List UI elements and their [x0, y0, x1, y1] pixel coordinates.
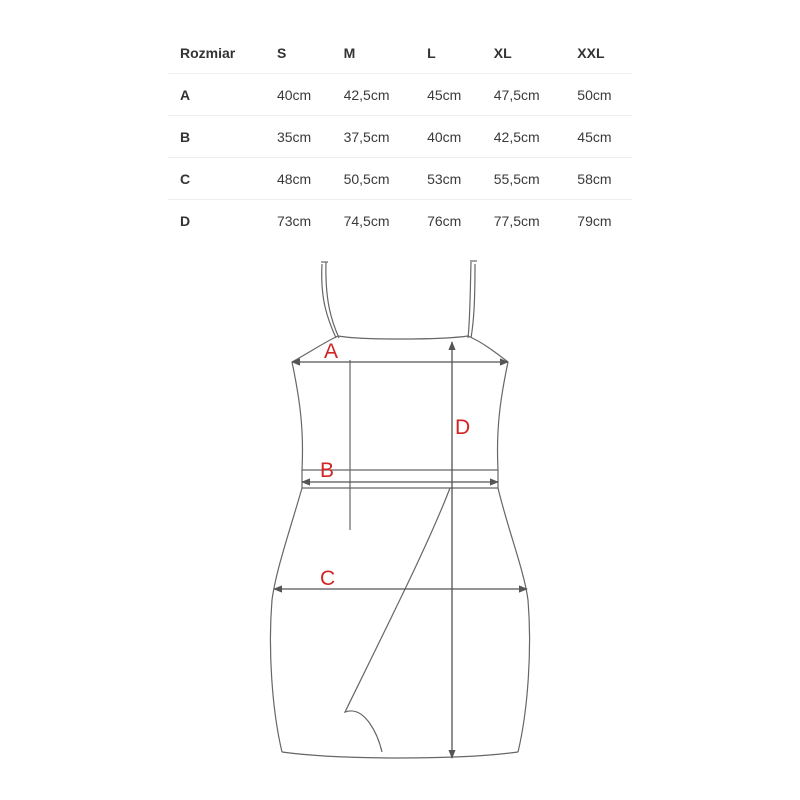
table-row: [168, 158, 632, 200]
size-chart-table: [168, 32, 632, 241]
table-cell: 37,5cm: [332, 116, 416, 158]
dress-straps: [321, 261, 477, 338]
header-m: M: [332, 32, 416, 74]
header-xxl: XXL: [565, 32, 632, 74]
table-cell: 42,5cm: [332, 74, 416, 116]
table-cell: 74,5cm: [343, 212, 390, 229]
table-row: [168, 74, 632, 116]
header-l: L: [415, 32, 482, 74]
dress-outline: [270, 336, 529, 758]
dress-measurement-diagram: [0, 250, 800, 770]
table-cell: 79cm: [577, 212, 612, 229]
header-s: S: [265, 32, 332, 74]
row-label: C: [168, 158, 265, 200]
measurement-label-a: A: [324, 340, 339, 363]
table-cell: 58cm: [565, 158, 632, 200]
table-cell: 40cm: [265, 74, 332, 116]
table-row: [168, 200, 632, 242]
table-cell: 45cm: [415, 74, 482, 116]
row-label: A: [168, 74, 265, 116]
measurement-label-d: D: [455, 416, 471, 439]
table-cell: 55,5cm: [482, 158, 566, 200]
table-cell: 35cm: [265, 116, 332, 158]
table-cell: 48cm: [265, 158, 332, 200]
table-cell: 73cm: [276, 212, 312, 229]
row-label: D: [180, 212, 191, 229]
measurement-lines: [274, 342, 527, 758]
table-header-row: [168, 32, 632, 74]
header-xl: XL: [482, 32, 566, 74]
table-cell: 53cm: [415, 158, 482, 200]
table-cell: 42,5cm: [482, 116, 566, 158]
table-cell: 76cm: [427, 212, 462, 229]
table-cell: 45cm: [565, 116, 632, 158]
row-label: B: [168, 116, 265, 158]
table-row: [168, 116, 632, 158]
table-cell: 77,5cm: [493, 212, 540, 229]
measurement-label-c: C: [320, 567, 336, 590]
measurement-label-b: B: [320, 459, 335, 482]
table-cell: 50cm: [565, 74, 632, 116]
table-cell: 40cm: [415, 116, 482, 158]
table-cell: 47,5cm: [482, 74, 566, 116]
table-cell: 50,5cm: [332, 158, 416, 200]
header-size: Rozmiar: [168, 32, 265, 74]
